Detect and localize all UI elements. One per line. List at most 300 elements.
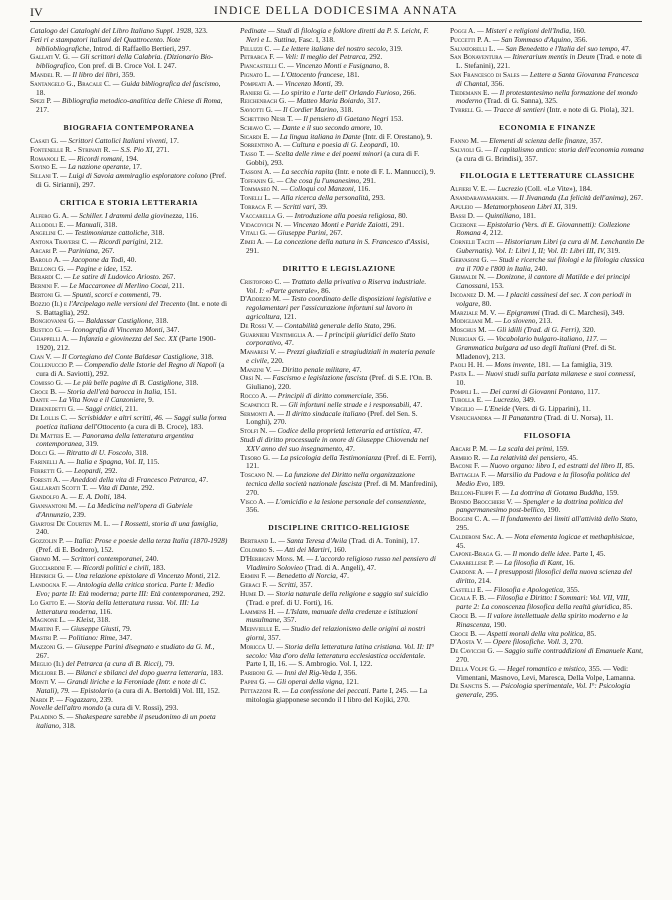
entry-author: Piancastelli C. bbox=[240, 61, 286, 71]
index-entry bbox=[240, 150, 438, 168]
entry-reference: 318. bbox=[104, 219, 118, 229]
entry-author: Vitali G. bbox=[240, 228, 268, 238]
entry-reference: 267. bbox=[36, 650, 49, 660]
entry-title: — I principii giuridici dello Stato corporativo, bbox=[246, 329, 416, 348]
index-entry bbox=[30, 97, 228, 115]
entry-reference: 217. bbox=[36, 105, 49, 115]
entry-author: Comisso G. bbox=[30, 377, 63, 387]
entry-reference: 291. bbox=[246, 245, 259, 255]
entry-author: Saviotti G. bbox=[240, 105, 273, 115]
entry-reference: 318. bbox=[185, 377, 199, 387]
entry-title: — La funzione del Diritto nella organizzazione tecnica della società nazionale fascista bbox=[246, 470, 415, 489]
entry-title: — La lingua italiana in Dante bbox=[271, 131, 361, 141]
entry-title: — Grandi liriche e la Feroniade (Intr. e note di C. Natali), 79. — Epistolario bbox=[36, 676, 207, 695]
index-entry bbox=[240, 331, 438, 349]
entry-title: — Cultura e poesia di G. Leopardi, bbox=[283, 140, 389, 150]
entry-title: — Filosofia e Apologetica, bbox=[485, 584, 565, 594]
entry-title: — I placiti cassinesi del sec. X con periodi in volgare, bbox=[456, 289, 632, 308]
entry-title: — Manuali, bbox=[67, 219, 103, 229]
entry-author: Papini G. bbox=[240, 676, 267, 686]
entry-title: — Benedetto di Norcia, bbox=[268, 571, 338, 581]
entry-reference: (Pref. di G. Sirianni), 297. bbox=[36, 171, 227, 189]
entry-reference: 45. bbox=[456, 540, 466, 550]
index-entry bbox=[30, 520, 228, 538]
entry-title: — Pariniana, bbox=[59, 245, 100, 255]
entry-author: Cristoforo C. bbox=[240, 276, 282, 286]
entry-reference: (Trad. di U. Norsa), 11. bbox=[543, 413, 614, 423]
entry-title: — Italia: Prose e poesie della terza Italia (1870-1928) bbox=[65, 536, 228, 546]
entry-author: Cian V. bbox=[30, 351, 52, 361]
index-entry bbox=[450, 498, 645, 516]
entry-reference: 318. bbox=[135, 448, 149, 458]
entry-author: Salvatorelli L. bbox=[450, 43, 496, 53]
entry-title: — Ricordi parigini, bbox=[90, 237, 149, 247]
entry-reference: 184. bbox=[113, 492, 127, 502]
entry-reference: 80. bbox=[398, 210, 408, 220]
entry-author: Gucciardini F. bbox=[30, 562, 72, 572]
entry-reference: 319. bbox=[85, 439, 99, 449]
entry-title: — Vincenzo Monti e Paride Zaiotti, bbox=[284, 219, 390, 229]
section-heading: FILOSOFIA bbox=[523, 430, 572, 440]
entry-reference: 159. bbox=[605, 487, 619, 497]
index-entry bbox=[240, 471, 438, 497]
entry-title: — Vincenzo Monti e Fusignano, bbox=[287, 61, 382, 71]
entry-reference: 357. bbox=[283, 615, 297, 625]
entry-title: — Il valore intellettuale della spirito moderno e la Rinascenza, bbox=[456, 611, 628, 629]
entry-author: Fontenelle R. - Strinati R. bbox=[30, 144, 111, 154]
entry-reference: 16. bbox=[565, 558, 575, 568]
entry-title: — Codice della proprietà letteraria ed artistica, bbox=[269, 426, 412, 436]
entry-reference: 152. bbox=[119, 263, 133, 273]
entry-author: Pasta L. bbox=[450, 369, 475, 379]
entry-reference: 153. bbox=[490, 281, 504, 291]
entry-reference: 347. bbox=[166, 325, 180, 335]
entry-author: Battaglia F. bbox=[450, 470, 487, 480]
entry-title: — Introduzione alla poesia religiosa, bbox=[286, 210, 397, 220]
entry-reference: 323. bbox=[194, 27, 208, 35]
entry-title: — Lo spirito e l'arte dell' Orlando Furioso, bbox=[272, 87, 402, 97]
column-3 bbox=[450, 27, 645, 700]
entry-title: — Nuovo organo: libro I, ed estratti del libro II, bbox=[481, 461, 624, 471]
entry-title: — Saggio sulle contraddizioni di Emanuele Kant, bbox=[496, 646, 644, 656]
entry-author: De Rossi V. bbox=[240, 320, 274, 330]
entry-reference: 267. bbox=[162, 272, 176, 282]
index-entry bbox=[450, 414, 645, 423]
entry-reference: 160. bbox=[333, 545, 347, 555]
entry-title: — Fascismo e legislazione fascista bbox=[264, 373, 368, 383]
entry-author: Bertrand L. bbox=[240, 536, 277, 546]
entry-reference: 159. bbox=[555, 443, 569, 453]
entry-reference: 213. bbox=[539, 316, 553, 326]
index-entry bbox=[240, 27, 438, 45]
entry-reference: 267. bbox=[329, 228, 343, 238]
entry-reference: 121. bbox=[283, 311, 297, 321]
entry-author: Romanoli E. bbox=[30, 153, 67, 163]
index-entry bbox=[450, 594, 645, 612]
entry-title: — Italia e Spagna, Vol. II, bbox=[67, 457, 145, 467]
entry-title: — La psicologia della Testimonianza bbox=[271, 452, 382, 462]
entry-author: Calderoni Sac. A. bbox=[450, 531, 504, 541]
entry-reference: 190. bbox=[493, 619, 507, 629]
header-rule bbox=[30, 21, 642, 22]
entry-title: — Scelta delle rime e dei poemi minori bbox=[266, 149, 383, 159]
entry-author: Reichenbach G. bbox=[240, 96, 287, 106]
entry-author: De Lollis C. bbox=[30, 413, 68, 423]
section-heading: FILOLOGIA E LETTERATURE CLASSICHE bbox=[460, 171, 635, 181]
entry-reference: 181. bbox=[346, 69, 360, 79]
index-entry bbox=[240, 498, 438, 516]
entry-title: — Il mondo delle idee. bbox=[504, 549, 572, 559]
entry-reference: 47. bbox=[621, 43, 631, 53]
entry-title: — Shakespeare sarebbe il pseudonimo di un poeta italiano, bbox=[36, 712, 216, 730]
entry-reference: 318. bbox=[97, 615, 111, 625]
entry-title: — L'Islam, manuale della credenze e istituzioni musulmane, bbox=[246, 606, 418, 625]
entry-title: — La filosofia di Kant, bbox=[495, 558, 564, 568]
index-entry bbox=[30, 36, 228, 54]
entry-title: — Studi e ricerche sui filologi e la filologia classica tra il 700 e l'800 in Italia, bbox=[456, 254, 645, 273]
entry-author: Gallati V. G. bbox=[30, 52, 70, 62]
entry-reference: (Trad. di G. Sanna), 325. bbox=[484, 96, 558, 106]
entry-reference: (a cura di A. Bertoldi) Vol. III, 152. bbox=[115, 685, 220, 695]
entry-title: — Historiarum Libri (a cura di M. Lenchantin De Gubernatis). Vol. I: Libri I, II; Vol. II: Libri III, IV, bbox=[456, 237, 645, 255]
index-entry bbox=[30, 678, 228, 696]
entry-title: — Baldassar Castiglione, bbox=[77, 316, 154, 326]
entry-reference: 356. bbox=[375, 391, 389, 401]
entry-author: Arcari P. bbox=[30, 245, 58, 255]
entry-author: Barolo A. bbox=[30, 254, 61, 264]
entry-reference: 220. bbox=[270, 355, 284, 365]
entry-author: Moricca U. bbox=[240, 641, 275, 651]
entry-title: — Aneddoti della vita di Francesco Petrarca, bbox=[62, 474, 197, 484]
entry-title: — Filosofia e Diritto: I Sommari: Vol. VII, VIII, parte 2: La conoscenza filosofica della realtà giuridica, bbox=[456, 593, 630, 612]
entry-reference: (a cura di F. Gobbi), 293. bbox=[246, 149, 420, 167]
entry-title: — Atti dei Martiri, bbox=[276, 545, 332, 555]
entry-reference: 181. bbox=[522, 210, 536, 220]
entry-title: — Donizone, il cantore di Matilde e dei principi Canossani, bbox=[456, 272, 631, 291]
entry-reference: 240. bbox=[36, 527, 49, 537]
entry-title: Novelle dell'altro mondo bbox=[30, 703, 104, 713]
entry-title: — I presupposti filosofici della nuova scienza del diritto, bbox=[456, 567, 632, 585]
entry-author: Farinelli A. bbox=[30, 457, 66, 467]
entry-author: Monti V. bbox=[30, 676, 57, 686]
entry-title: — La Medicina nell'opera di Gabriele d'Annunzio, bbox=[36, 501, 193, 519]
entry-reference: (Trad. di A. Tonini), 17. bbox=[348, 536, 420, 546]
entry-title: — Metamorphoseon Libri XI, bbox=[474, 201, 563, 211]
entry-title: — Misteri e religioni dell'India, bbox=[477, 27, 571, 35]
entry-title: — Fogazzaro, bbox=[56, 694, 99, 704]
entry-title: — Jacopone da Todi, bbox=[62, 254, 126, 264]
entry-title: — Una relazione epistolare di Vincenzo Monti, bbox=[66, 571, 206, 581]
entry-reference: 183. bbox=[152, 562, 166, 572]
entry-author: Migliore B. bbox=[30, 668, 66, 678]
entry-author: Antona Traversi C. bbox=[30, 237, 89, 247]
entry-reference: 292. bbox=[104, 465, 118, 475]
entry-author: Bellonci G. bbox=[30, 263, 66, 273]
entry-reference: 39. bbox=[318, 201, 328, 211]
entry-title: — Lucrezio, bbox=[484, 395, 521, 405]
entry-reference: (Pref. di E. Ferri), 121. bbox=[246, 452, 437, 471]
entry-author: Bustico G. bbox=[30, 325, 63, 335]
entry-author: De Cavicchi G. bbox=[450, 646, 495, 656]
entry-author: Vidacovich N. bbox=[240, 219, 283, 229]
entry-reference: 86. bbox=[321, 285, 331, 295]
entry-title: — Antologia della critica storica. Parte I: Medio Evo; parte II: Età moderna; parte III: Età contemporanea, bbox=[36, 580, 215, 599]
entry-author: De Sanctis S. bbox=[450, 681, 491, 691]
entry-reference: (Pref. di S.E. l'On. B. Giuliano), 220. bbox=[246, 373, 433, 392]
entry-title: — Pagine e idee, bbox=[67, 263, 118, 273]
entry-title: — Studio del relazionismo delle origini ai nostri giorni, bbox=[246, 624, 426, 642]
entry-title: — Scrittori Cattolici Italiani viventi, bbox=[60, 135, 168, 145]
entry-title: — L'Ottocento francese, bbox=[272, 69, 345, 79]
entry-title: — Bilanci e sbilanci del dopo guerra letteraria, bbox=[67, 668, 209, 678]
entry-author: Poggi A. bbox=[450, 27, 476, 35]
entry-author: Boggini C. A. bbox=[450, 514, 490, 524]
entry-title: — Ritratto di U. Foscolo, bbox=[57, 448, 134, 458]
entry-reference: 10. bbox=[390, 140, 400, 150]
entry-author: Croce B. bbox=[450, 628, 477, 638]
entry-title: — Marsilio da Padova e la filosofia politica del Medio Evo, bbox=[456, 470, 630, 489]
entry-title: — Veli: Il meglio del Petrarca, bbox=[276, 52, 368, 62]
entry-author: Toffanin G. bbox=[240, 175, 275, 185]
entry-title: Pedinate — Studi di filologia e folklore diretti da P. S. Leicht, F. Neri e L. Suttina, bbox=[240, 27, 429, 44]
entry-author: Pariboni bbox=[240, 668, 265, 678]
entry-title: — Itinerarium mentis in Deum bbox=[504, 52, 595, 62]
entry-title: — Il diritto sindacale italiano bbox=[277, 408, 366, 418]
entry-author: Gallarati Scotti T. bbox=[30, 483, 88, 493]
entry-author: Rocco A. bbox=[240, 391, 268, 401]
entry-title: — Epigrammi bbox=[498, 307, 540, 317]
entry-title: — Spunti, scorci e commenti, bbox=[63, 289, 151, 299]
entry-reference: 267. bbox=[630, 193, 643, 203]
entry-author: Nardi P. bbox=[30, 694, 55, 704]
entry-title: — Il Jivananda (La felicità dell'anima), bbox=[510, 193, 629, 203]
entry-reference: 194. bbox=[125, 153, 139, 163]
section-heading: DISCIPLINE CRITICO-RELIGIOSE bbox=[268, 523, 410, 533]
entry-author: Landogna F. bbox=[30, 580, 68, 590]
entry-reference: (Trad. di A. Angeli), 47. bbox=[304, 562, 377, 572]
entry-title: — Hegel romantico e mistico, bbox=[498, 663, 587, 673]
entry-title: — Che cosa fu l'umanesimo, bbox=[276, 175, 362, 185]
entry-title: — Il protestantesimo nella formazione del mondo moderno bbox=[456, 87, 638, 106]
entry-author: Apuleio bbox=[450, 201, 474, 211]
running-header bbox=[30, 5, 642, 21]
entry-author: Fanno M. bbox=[450, 135, 479, 145]
entry-title: — Lettere a Santa Giovanna Francesca di Chantal, bbox=[456, 69, 639, 88]
entry-title: del Petrarca (a cura di B. Ricci), bbox=[65, 659, 164, 669]
entry-reference: 151. bbox=[163, 386, 177, 396]
entry-reference: 291. bbox=[391, 219, 405, 229]
entry-title: — La nazione operante, bbox=[59, 162, 131, 172]
index-entry bbox=[240, 687, 438, 705]
entry-title: — Le più belle pagine di B. Castiglione, bbox=[64, 377, 184, 387]
entry-title: — La scala dei primi, bbox=[489, 443, 554, 453]
entry-author: Tonelli L. bbox=[240, 193, 271, 203]
entry-author: Tesoro G. bbox=[240, 452, 270, 462]
entry-title: — La concezione della natura in S. Francesco d'Assisi, bbox=[265, 237, 430, 247]
entry-author: Petrarca F. bbox=[240, 52, 275, 62]
section-heading: BIOGRAFIA CONTEMPORANEA bbox=[63, 122, 195, 132]
entry-author: Lammens H. bbox=[240, 606, 276, 616]
entry-reference: Parte I, 45. bbox=[573, 549, 606, 559]
entry-title: — Gli idilli (Trad. di G. Ferri), bbox=[488, 325, 581, 335]
entry-title: — Leopardi, bbox=[65, 465, 103, 475]
entry-author: Tassoni A. bbox=[240, 166, 272, 176]
entry-author: Gozzolin P. bbox=[30, 536, 64, 546]
entry-reference: 293. bbox=[372, 193, 385, 203]
entry-reference: 115. bbox=[146, 457, 160, 467]
entry-author: Tasso T. bbox=[240, 149, 265, 159]
entry-title: — Il pensiero di Gaetano Negri bbox=[294, 113, 389, 123]
entry-author: Lo Gatto E. bbox=[30, 597, 67, 607]
entry-reference: 357. bbox=[299, 580, 313, 590]
entry-author: Stolfi N. bbox=[240, 426, 268, 436]
entry-reference: 240. bbox=[534, 263, 548, 273]
entry-author: Capone-Braga G. bbox=[450, 549, 503, 559]
entry-reference: 189. bbox=[491, 479, 505, 489]
entry-reference: 79. bbox=[165, 659, 175, 669]
entry-title: — Le Maccaronee di Merlino Cocai, bbox=[60, 281, 170, 291]
entry-reference: 79. bbox=[151, 289, 162, 299]
entry-author: Cornelii Taciti bbox=[450, 237, 495, 247]
index-entry bbox=[450, 238, 645, 256]
entry-author: Manzini V. bbox=[240, 364, 272, 374]
entry-title: — Le lettere italiane del nostro secolo, bbox=[273, 43, 388, 53]
entry-title: — Ricordi romani, bbox=[68, 153, 124, 163]
index-entry bbox=[450, 665, 645, 683]
entry-title: — Storia della letteratura russa. Vol. III: La letteratura moderna, bbox=[36, 597, 199, 616]
entry-reference: 320. bbox=[582, 325, 596, 335]
entry-author: Chiappelli A. bbox=[30, 333, 69, 343]
entry-title: — Gli scrittori della Calabria. (Dizionario Bio-bibliografico, bbox=[36, 52, 214, 71]
entry-title: — Matteo Maria Boiardo, bbox=[288, 96, 366, 106]
entry-title: — Nuovi studi sulla parlata milanese e suoi connessi, bbox=[476, 369, 636, 379]
entry-reference: 356. bbox=[246, 505, 259, 515]
entry-reference: Parte I, 245. — La mitologia giapponese secondo il I libro del Kojiki, 270. bbox=[246, 685, 428, 704]
entry-reference: 160. bbox=[572, 27, 586, 35]
entry-reference: 153. bbox=[390, 113, 404, 123]
entry-title: — Testo coordinato delle disposizioni legislative e regolamentari per l'assicurazione infortuni sul lavoro in agricoltura, bbox=[246, 294, 432, 321]
entry-reference: (a cura di B. Croce), 183. bbox=[128, 421, 204, 431]
index-entry bbox=[450, 471, 645, 489]
entry-reference: 80. bbox=[482, 298, 492, 308]
entry-title: — Giuseppe Parini disegnato e studiato da G. M., bbox=[66, 641, 215, 651]
index-entry bbox=[30, 53, 228, 71]
entry-author: Bozzio (Il) e bbox=[30, 298, 68, 308]
entry-title: — Kleist, bbox=[67, 615, 96, 625]
entry-title: — Testimonianze cattoliche, bbox=[66, 228, 150, 238]
entry-title: — Luigi di Savoia ammiraglio esploratore colono bbox=[60, 171, 208, 181]
entry-title: — Il fondamento dei limiti all'attività dello Stato, bbox=[491, 514, 638, 524]
entry-reference: 214. bbox=[478, 575, 492, 585]
entry-title: — L'omicidio e la lesione personale del consenziente, bbox=[267, 496, 427, 506]
entry-author: Bernini F. bbox=[30, 281, 60, 291]
entry-reference: (Trad. e pref. di U. Forti), 16. bbox=[246, 597, 333, 607]
entry-author: Mastri P. bbox=[30, 633, 59, 642]
entry-author: Alfieri V. E. bbox=[450, 184, 488, 194]
entry-author: Mandel R. bbox=[30, 69, 63, 79]
entry-reference: 359. bbox=[122, 69, 135, 79]
index-entry bbox=[450, 533, 645, 551]
column-1 bbox=[30, 27, 228, 731]
column-2 bbox=[240, 27, 438, 704]
index-entry bbox=[240, 555, 438, 573]
entry-title: — Aspetti morali della vita politica, bbox=[478, 628, 585, 638]
entry-author: Nurigian G. bbox=[450, 333, 486, 343]
entry-author: Cicerone bbox=[450, 219, 477, 229]
entry-author: Geraci F. bbox=[240, 580, 268, 590]
entry-reference: 356. bbox=[491, 78, 505, 88]
entry-author: Grimaldi N. bbox=[450, 272, 486, 282]
index-entry bbox=[30, 537, 228, 555]
entry-title: — Storia naturale della religione e saggio sul suicidio bbox=[267, 589, 429, 599]
entry-reference: 47. bbox=[412, 399, 423, 409]
entry-author: Ferretti G. bbox=[30, 465, 64, 475]
entry-author: D'Herbigny Mons. M. bbox=[240, 553, 305, 563]
entry-author: Paoli H. H. bbox=[450, 360, 485, 370]
entry-title: — San Tommaso d'Aquino, bbox=[492, 34, 573, 44]
entry-title: — Infanzia e giovinezza del Sec. XX bbox=[70, 333, 178, 343]
entry-title: — Principii di diritto commerciale, bbox=[269, 391, 374, 401]
entry-reference: 239. bbox=[72, 509, 86, 519]
entry-reference: 349. bbox=[522, 395, 536, 405]
entry-author: Tyrrell G. bbox=[450, 105, 483, 115]
entry-reference: (Intr. e note di F. L. Mannucci), 9. bbox=[335, 166, 436, 176]
index-entry bbox=[240, 436, 438, 454]
index-entry bbox=[450, 273, 645, 291]
entry-reference: (a cura di A. Saviotti), 292. bbox=[36, 360, 225, 379]
entry-title: — Vita di Dante, bbox=[89, 483, 140, 493]
section-heading: CRITICA E STORIA LETTERARIA bbox=[59, 197, 199, 207]
entry-author: Meinvielle E. bbox=[240, 624, 281, 634]
entry-reference: 183. bbox=[210, 668, 224, 678]
entry-title: — Colloqui col Manzoni, bbox=[280, 184, 356, 194]
entry-title: — Il libro dei libri, bbox=[64, 69, 121, 79]
index-entry bbox=[30, 581, 228, 599]
entry-title: — Contabilità generale dello Stato, bbox=[275, 320, 382, 330]
entry-author: Schettino Nesr T. bbox=[240, 113, 293, 123]
index-entry bbox=[240, 454, 438, 472]
index-entry bbox=[30, 414, 228, 432]
entry-author: Armbio R. bbox=[450, 452, 481, 462]
entry-author: Magnone L. bbox=[30, 615, 66, 625]
entry-title: — Diritto penale militare, bbox=[273, 364, 351, 374]
entry-author: Collenuccio P. bbox=[30, 360, 74, 370]
entry-reference: 181. — La famiglia, 319. bbox=[537, 360, 613, 370]
entry-author: Vaccarella G. bbox=[240, 210, 285, 220]
entry-reference: 85. bbox=[586, 628, 597, 638]
index-entry bbox=[450, 335, 645, 361]
entry-author: Cardone A. bbox=[450, 567, 485, 577]
entry-reference: 356. bbox=[344, 668, 357, 678]
entry-title: — La secchia rapita bbox=[273, 166, 334, 176]
entry-author: Carabellese P. bbox=[450, 558, 494, 568]
entry-title: — Scritti, bbox=[269, 580, 298, 590]
entry-author: Salvioli G. bbox=[450, 144, 483, 154]
entry-title: — Compendio delle Istorie del Regno di Napoli bbox=[75, 360, 217, 370]
page-number: IV bbox=[30, 5, 43, 19]
index-entry bbox=[30, 643, 228, 661]
entry-author: Spezi P. bbox=[30, 96, 52, 106]
entry-reference: 295. bbox=[485, 690, 499, 700]
entry-reference: 45. bbox=[568, 452, 578, 462]
entry-reference: 319. bbox=[607, 245, 621, 255]
entry-author: D'Aosta V. bbox=[450, 637, 483, 647]
entry-author: Bongiovanni G. bbox=[30, 316, 76, 326]
entry-author: D'Addezio M. bbox=[240, 294, 281, 304]
entry-title: — Lucrezio bbox=[488, 184, 523, 194]
entry-title: — L'Eneide bbox=[475, 404, 511, 414]
entry-title: Catalogo dei Cataloghi del Libro Italiano Suppl. 1928, bbox=[30, 27, 193, 35]
